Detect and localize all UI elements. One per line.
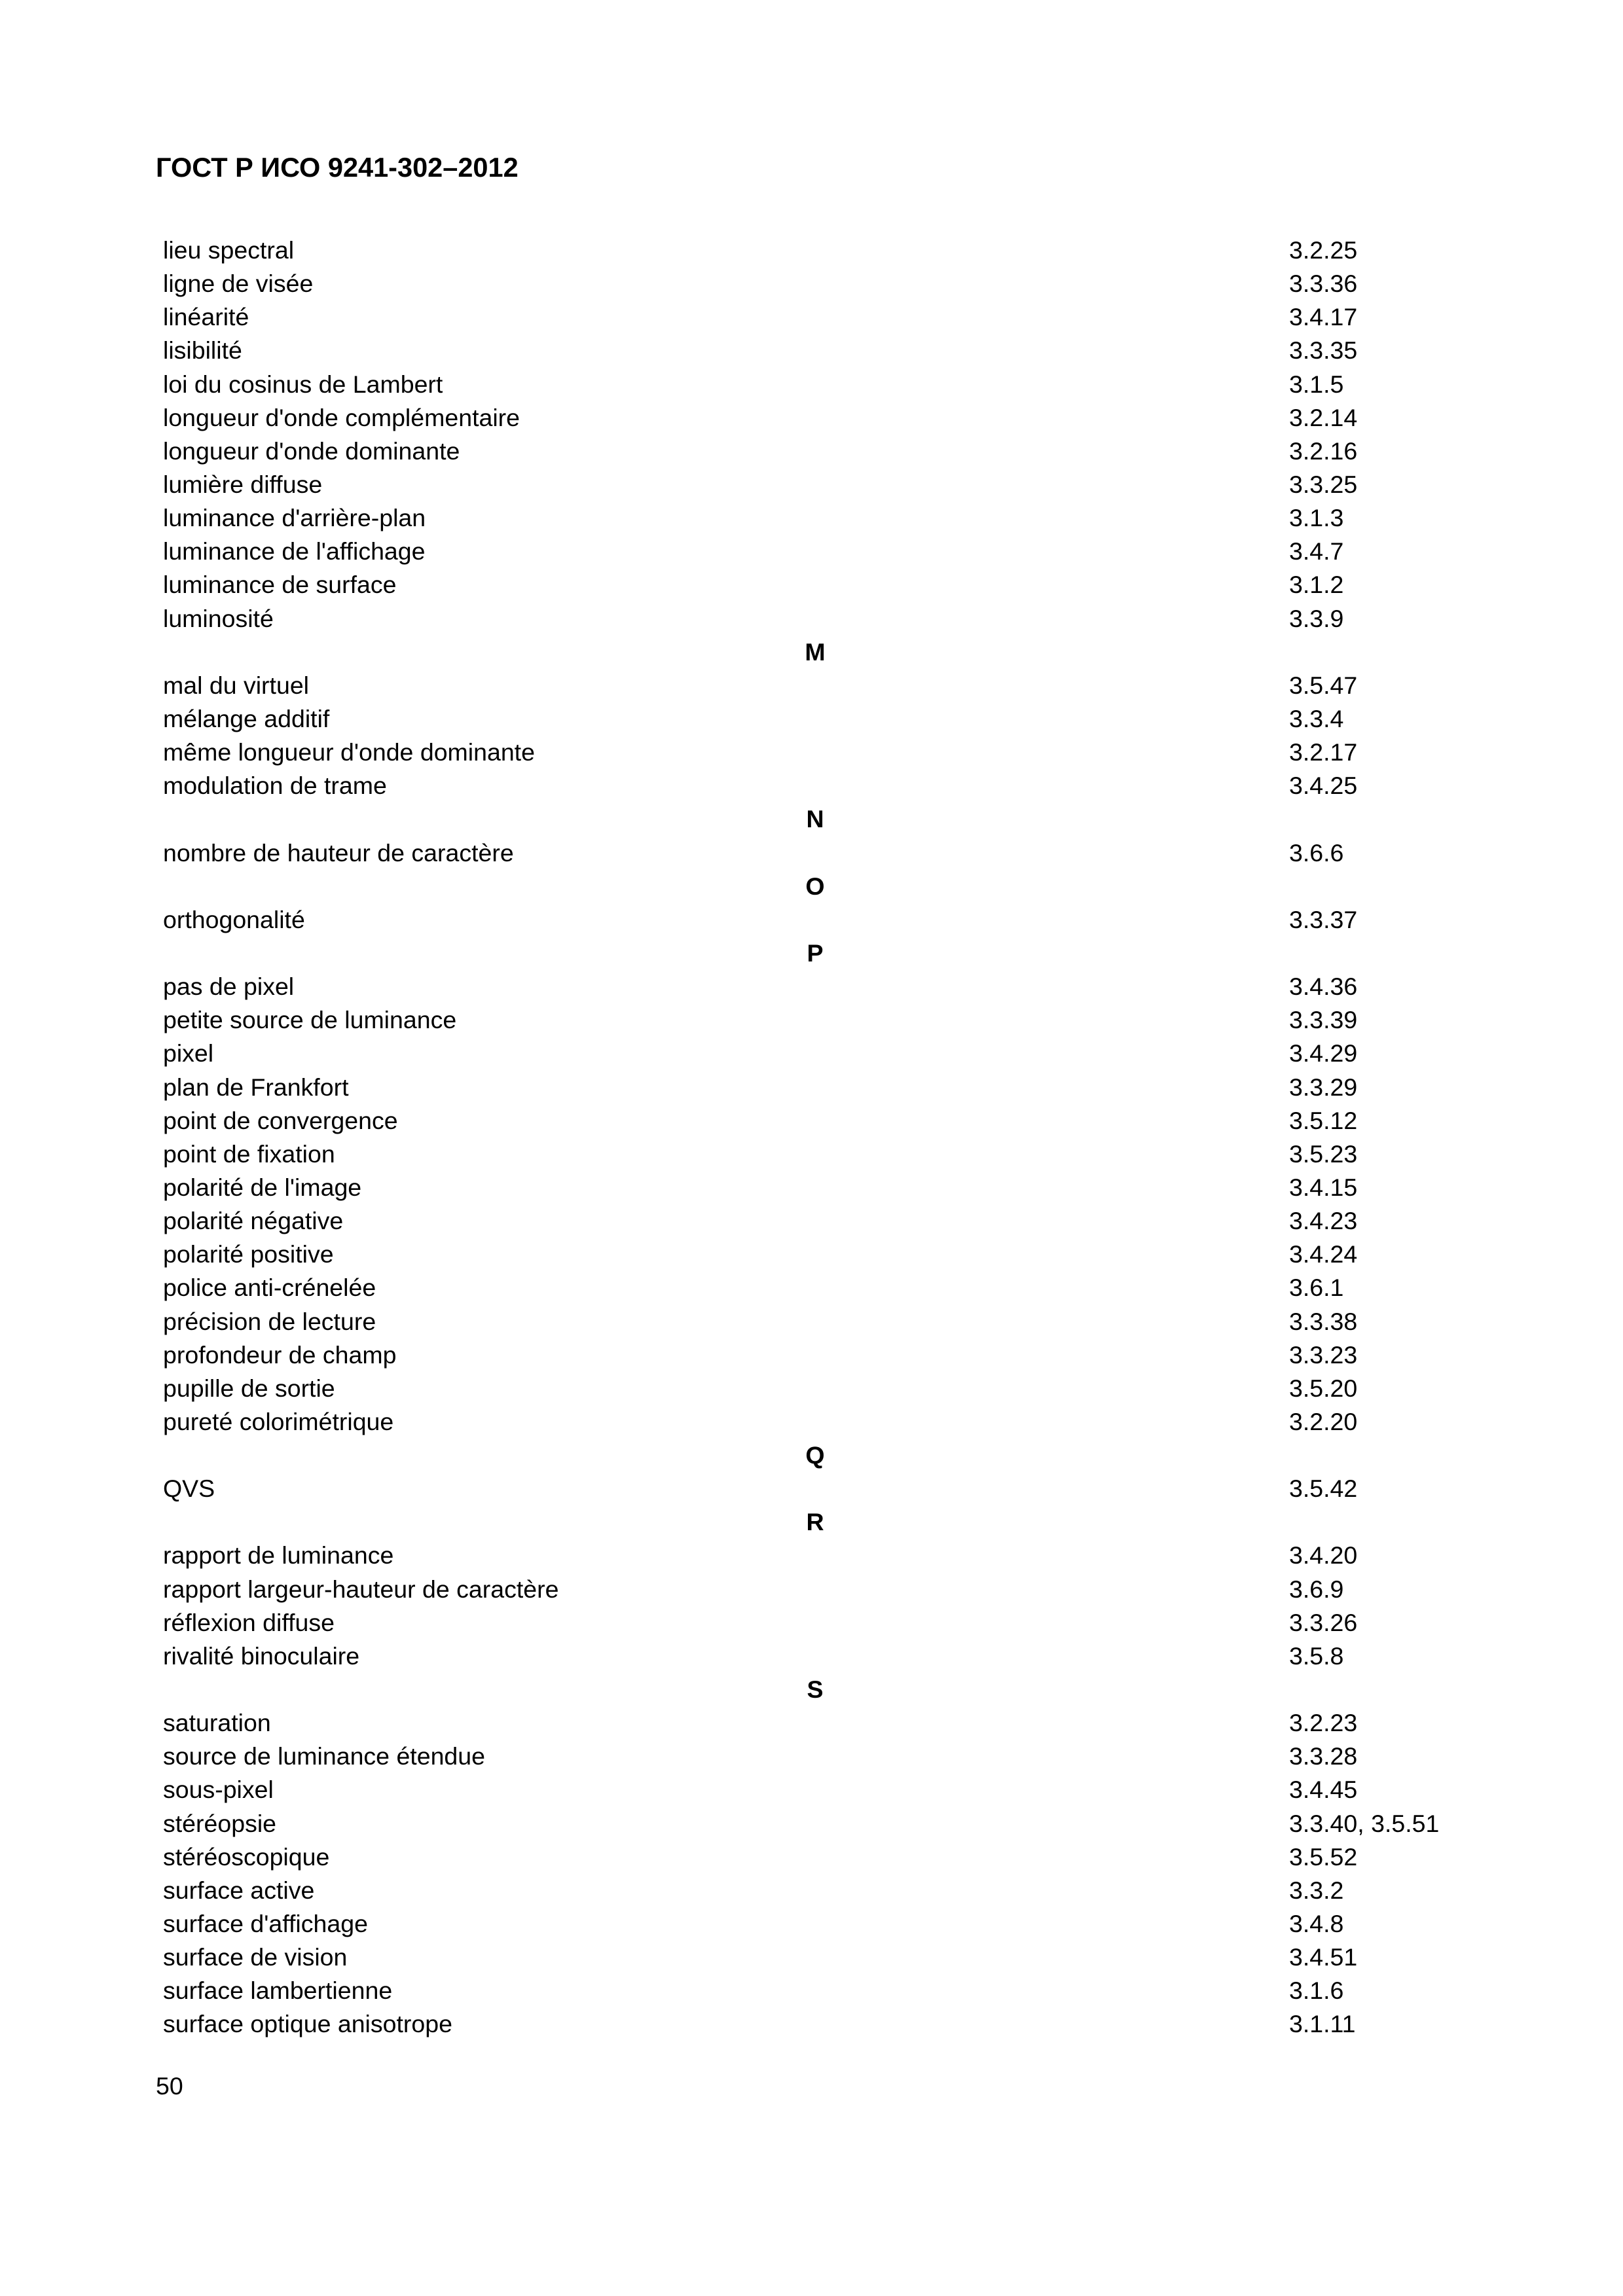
index-letter: R	[806, 1508, 824, 1536]
index-reference: 3.5.12	[1289, 1106, 1358, 1134]
index-entry	[0, 1539, 1623, 1572]
index-reference: 3.3.4	[1289, 704, 1344, 732]
index-entry	[0, 368, 1623, 401]
index-reference: 3.2.23	[1289, 1709, 1358, 1737]
index-entry	[0, 501, 1623, 535]
index-letter: S	[807, 1676, 824, 1704]
index-letter: Q	[805, 1441, 825, 1469]
index-entry	[0, 1907, 1623, 1941]
index-term: polarité négative	[163, 1207, 344, 1235]
index-reference: 3.4.25	[1289, 772, 1358, 800]
index-entry	[0, 334, 1623, 367]
index-reference: 3.2.20	[1289, 1407, 1358, 1435]
index-reference: 3.4.24	[1289, 1240, 1358, 1268]
index-term: mélange additif	[163, 704, 330, 732]
index-term: stéréoscopique	[163, 1842, 330, 1871]
index-term: surface d'affichage	[163, 1910, 368, 1938]
index-entry	[0, 1740, 1623, 1773]
index-term: luminance de surface	[163, 571, 397, 599]
index-reference: 3.2.16	[1289, 437, 1358, 465]
index-term: rapport largeur-hauteur de caractère	[163, 1575, 559, 1603]
index-term: rapport de luminance	[163, 1541, 394, 1570]
index-entry	[0, 903, 1623, 937]
index-entry	[0, 1372, 1623, 1405]
index-term: surface active	[163, 1876, 315, 1904]
index-term: pas de pixel	[163, 973, 295, 1001]
index-term: stéréopsie	[163, 1809, 277, 1837]
index-term: nombre de hauteur de caractère	[163, 838, 514, 867]
index-reference: 3.6.1	[1289, 1274, 1344, 1302]
index-reference: 3.3.26	[1289, 1608, 1358, 1636]
index-entry	[0, 702, 1623, 736]
index-reference: 3.1.3	[1289, 504, 1344, 532]
index-reference: 3.1.5	[1289, 370, 1344, 398]
index-entry	[0, 736, 1623, 769]
index-term: loi du cosinus de Lambert	[163, 370, 443, 398]
index-entry	[0, 602, 1623, 636]
index-term: orthogonalité	[163, 905, 305, 933]
index-entry	[0, 769, 1623, 802]
index-entry	[0, 1238, 1623, 1271]
index-term: linéarité	[163, 303, 249, 331]
index-reference: 3.3.36	[1289, 270, 1358, 298]
index-entry	[0, 1874, 1623, 1907]
alphabetical-index	[0, 234, 1623, 2041]
index-reference: 3.5.8	[1289, 1641, 1344, 1670]
index-term: modulation de trame	[163, 772, 387, 800]
index-entry	[0, 234, 1623, 267]
document-header: ГОСТ Р ИСО 9241-302–2012	[156, 152, 519, 183]
index-term: luminance d'arrière-plan	[163, 504, 426, 532]
index-reference: 3.5.42	[1289, 1475, 1358, 1503]
index-letter-heading	[0, 870, 1623, 903]
index-entry	[0, 1338, 1623, 1372]
index-reference: 3.3.35	[1289, 336, 1358, 365]
index-entry	[0, 468, 1623, 501]
index-entry	[0, 1271, 1623, 1304]
index-letter-heading	[0, 1439, 1623, 1472]
index-reference: 3.2.14	[1289, 403, 1358, 431]
index-entry	[0, 1640, 1623, 1673]
index-term: surface lambertienne	[163, 1977, 393, 2005]
index-reference: 3.5.20	[1289, 1374, 1358, 1402]
index-entry	[0, 1606, 1623, 1640]
index-reference: 3.6.6	[1289, 838, 1344, 867]
index-term: sous-pixel	[163, 1776, 274, 1804]
index-term: rivalité binoculaire	[163, 1641, 360, 1670]
index-entry	[0, 1071, 1623, 1104]
index-entry	[0, 970, 1623, 1003]
index-letter-heading	[0, 1673, 1623, 1706]
index-term: police anti-crénelée	[163, 1274, 376, 1302]
index-reference: 3.4.17	[1289, 303, 1358, 331]
index-reference: 3.1.11	[1289, 2010, 1356, 2038]
index-reference: 3.4.20	[1289, 1541, 1358, 1570]
index-letter: M	[805, 637, 826, 666]
index-entry	[0, 1573, 1623, 1606]
index-reference: 3.3.39	[1289, 1006, 1358, 1034]
index-entry	[0, 1974, 1623, 2007]
index-reference: 3.4.23	[1289, 1207, 1358, 1235]
index-entry	[0, 669, 1623, 702]
index-entry	[0, 836, 1623, 870]
index-reference: 3.3.38	[1289, 1307, 1358, 1335]
index-entry	[0, 267, 1623, 300]
index-reference: 3.3.28	[1289, 1742, 1358, 1770]
index-term: plan de Frankfort	[163, 1073, 349, 1101]
index-reference: 3.4.8	[1289, 1910, 1344, 1938]
index-reference: 3.2.25	[1289, 236, 1358, 264]
index-term: longueur d'onde complémentaire	[163, 403, 520, 431]
index-term: lieu spectral	[163, 236, 295, 264]
index-entry	[0, 1472, 1623, 1505]
index-reference: 3.4.29	[1289, 1039, 1358, 1067]
index-term: précision de lecture	[163, 1307, 376, 1335]
index-reference: 3.5.52	[1289, 1842, 1358, 1871]
index-term: lumière diffuse	[163, 470, 323, 498]
index-entry	[0, 1003, 1623, 1037]
index-term: ligne de visée	[163, 270, 314, 298]
index-entry	[0, 1037, 1623, 1070]
index-reference: 3.4.7	[1289, 537, 1344, 565]
index-entry	[0, 1305, 1623, 1338]
index-reference: 3.4.45	[1289, 1776, 1358, 1804]
index-term: luminosité	[163, 604, 274, 632]
index-term: lisibilité	[163, 336, 242, 365]
index-letter-heading	[0, 802, 1623, 836]
index-entry	[0, 1138, 1623, 1171]
index-letter: O	[805, 872, 825, 900]
index-term: polarité positive	[163, 1240, 334, 1268]
index-entry	[0, 1706, 1623, 1740]
index-term: même longueur d'onde dominante	[163, 738, 535, 766]
index-reference: 3.1.6	[1289, 1977, 1344, 2005]
index-term: profondeur de champ	[163, 1340, 397, 1369]
index-entry	[0, 435, 1623, 468]
index-term: longueur d'onde dominante	[163, 437, 460, 465]
index-letter: N	[806, 805, 824, 833]
index-term: point de fixation	[163, 1139, 335, 1168]
index-letter: P	[807, 939, 824, 967]
index-reference: 3.3.25	[1289, 470, 1358, 498]
index-reference: 3.5.47	[1289, 671, 1358, 699]
index-reference: 3.3.9	[1289, 604, 1344, 632]
index-reference: 3.3.23	[1289, 1340, 1358, 1369]
index-reference: 3.5.23	[1289, 1139, 1358, 1168]
index-entry	[0, 1104, 1623, 1138]
index-term: polarité de l'image	[163, 1173, 362, 1201]
index-letter-heading	[0, 1505, 1623, 1539]
index-reference: 3.4.36	[1289, 973, 1358, 1001]
index-term: pureté colorimétrique	[163, 1407, 394, 1435]
index-entry	[0, 1171, 1623, 1204]
index-reference: 3.3.40, 3.5.51	[1289, 1809, 1440, 1837]
index-reference: 3.3.29	[1289, 1073, 1358, 1101]
index-entry	[0, 2007, 1623, 2041]
index-reference: 3.2.17	[1289, 738, 1358, 766]
index-letter-heading	[0, 636, 1623, 669]
index-letter-heading	[0, 937, 1623, 970]
index-entry	[0, 1941, 1623, 1974]
index-entry	[0, 300, 1623, 334]
index-term: pupille de sortie	[163, 1374, 335, 1402]
index-reference: 3.6.9	[1289, 1575, 1344, 1603]
index-reference: 3.4.15	[1289, 1173, 1358, 1201]
index-term: surface de vision	[163, 1943, 348, 1971]
index-reference: 3.4.51	[1289, 1943, 1358, 1971]
index-term: point de convergence	[163, 1106, 398, 1134]
index-entry	[0, 568, 1623, 601]
index-entry	[0, 535, 1623, 568]
index-term: petite source de luminance	[163, 1006, 457, 1034]
index-reference: 3.1.2	[1289, 571, 1344, 599]
index-entry	[0, 401, 1623, 435]
index-term: source de luminance étendue	[163, 1742, 486, 1770]
index-term: saturation	[163, 1709, 271, 1737]
index-term: surface optique anisotrope	[163, 2010, 452, 2038]
index-term: QVS	[163, 1475, 215, 1503]
index-term: pixel	[163, 1039, 214, 1067]
index-entry	[0, 1405, 1623, 1439]
index-entry	[0, 1840, 1623, 1874]
index-reference: 3.3.37	[1289, 905, 1358, 933]
index-term: luminance de l'affichage	[163, 537, 426, 565]
index-reference: 3.3.2	[1289, 1876, 1344, 1904]
index-entry	[0, 1807, 1623, 1840]
index-entry	[0, 1773, 1623, 1806]
index-entry	[0, 1204, 1623, 1238]
index-term: mal du virtuel	[163, 671, 310, 699]
page-number: 50	[156, 2072, 183, 2100]
index-term: réflexion diffuse	[163, 1608, 335, 1636]
